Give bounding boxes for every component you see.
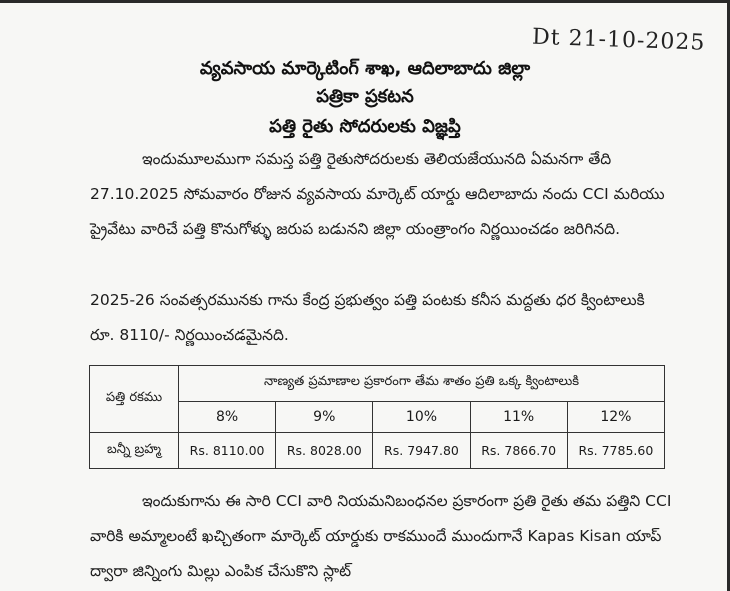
moisture-header: నాణ్యత ప్రమాణాల ప్రకారంగా తేమ శాతం ప్రతి ఒక్క క్వింటాలుకి [179,366,665,402]
paragraph-msp: 2025-26 సంవత్సరమునకు గాను కేంద్ర ప్రభుత్వం పత్తి పంటకు కనీస మద్దతు ధర క్వింటాలుకి రూ. 8110/- నిర్ణయించడమైనది. [90,291,645,344]
scan-edge-top [0,0,730,3]
variety-name: బన్నీ బ్రహ్మ [90,433,179,469]
paragraph-kapas-kisan: ఇందుకుగాను ఈ సారి CCI వారి నియమనిబంధనల ప్రకారంగా ప్రతి రైతు తమ పత్తిని CCI వారికి అమ్మాలంటే ఖచ్చితంగా మార్కెట్ యార్డుకు రాకముందే ముందుగానే Kapas Kisan యాప్ ద్వారా జిన్నింగు మిల్లు ఎంపిక చేసుకొని స్లాట్ [90,492,672,580]
crop-type-header: పత్తి రకము [90,366,179,433]
moisture-price-table [89,365,665,469]
price-10: Rs. 7947.80 [373,433,470,469]
moisture-level-9: 9% [276,401,373,433]
paragraph-procurement-announcement: ఇందుమూలముగా సమస్త పత్తి రైతుసోదరులకు తెలియజేయునది ఏమనగా తేది 27.10.2025 సోమవారం రోజున వ్యవసాయ మార్కెట్ యార్డు ఆదిలాబాదు నందు CCI మరియు ప్రైవేటు వారిచే పత్తి కొనుగోళ్ళు జరుప బడునని జిల్లా యంత్రాంగం నిర్ణయించడం జరిగినది. [90,150,665,238]
notice-type-heading: పత్రికా ప్రకటన [316,86,414,107]
price-9: Rs. 8028.00 [276,433,373,469]
table-row [90,433,665,469]
price-8: Rs. 8110.00 [179,433,276,469]
department-heading: వ్యవసాయ మార్కెటింగ్ శాఖ, ఆదిలాబాదు జిల్లా [199,58,531,79]
moisture-level-10: 10% [373,401,470,433]
moisture-level-8: 8% [179,401,276,433]
price-12: Rs. 7785.60 [567,433,664,469]
subject-heading: పత్తి రైతు సోదరులకు విజ్ఞప్తి [269,116,461,137]
price-11: Rs. 7866.70 [470,433,567,469]
moisture-level-12: 12% [567,401,664,433]
moisture-level-11: 11% [470,401,567,433]
handwritten-date: Dt 21-10-2025 [531,24,706,56]
table-header-row [90,366,665,402]
